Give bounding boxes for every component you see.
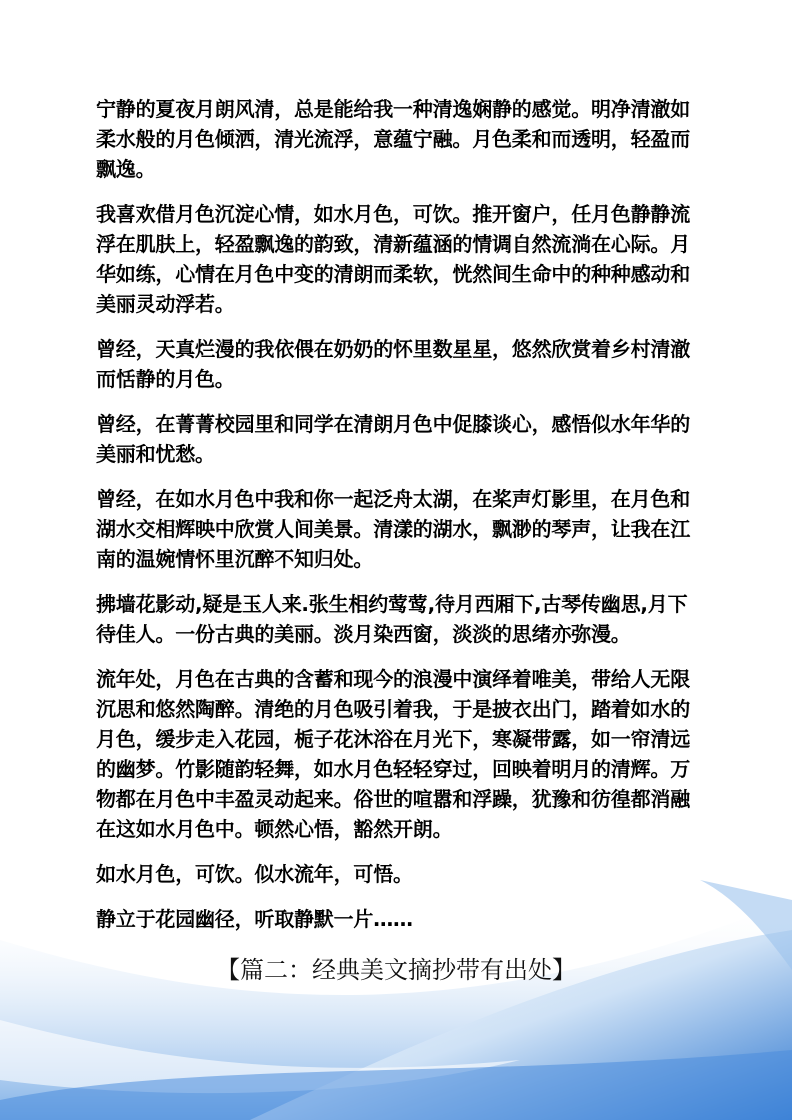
paragraph — [96, 904, 706, 934]
paragraph — [96, 334, 706, 394]
paragraph-line: 拂墙花影动,疑是玉人来.张生相约莺莺,待月西厢下,古琴传幽思,月下 — [96, 592, 688, 616]
paragraph-line: 南的温婉情怀里沉醉不知归处。 — [96, 547, 374, 571]
paragraph-line: 柔水般的月色倾洒，清光流浮，意蕴宁融。月色柔和而透明，轻盈而 — [96, 127, 690, 151]
paragraph — [96, 589, 706, 649]
paragraph-line: 飘逸。 — [96, 157, 156, 181]
paragraph-line: 如水月色，可饮。似水流年，可悟。 — [96, 862, 413, 886]
paragraph-line: 在这如水月色中。顿然心悟，豁然开朗。 — [96, 817, 453, 841]
paragraph-line: 我喜欢借月色沉淀心情，如水月色，可饮。推开窗户，任月色静静流 — [96, 202, 690, 226]
paragraph — [96, 409, 706, 469]
paragraph-line: 美丽灵动浮若。 — [96, 292, 235, 316]
paragraph-line: 曾经，在菁菁校园里和同学在清朗月色中促膝谈心，感悟似水年华的 — [96, 412, 690, 436]
paragraph — [96, 859, 706, 889]
paragraph — [96, 664, 706, 844]
paragraph — [96, 199, 706, 319]
paragraph-line: 宁静的夏夜月朗风清，总是能给我一种清逸娴静的感觉。明净清澈如 — [96, 97, 690, 121]
paragraph — [96, 94, 706, 184]
paragraph-line: 静立于花园幽径，听取静默一片…… — [96, 907, 413, 931]
paragraph-line: 湖水交相辉映中欣赏人间美景。清漾的湖水，飘渺的琴声，让我在江 — [96, 517, 690, 541]
paragraph-line: 美丽和忧愁。 — [96, 442, 215, 466]
paragraph-line: 物都在月色中丰盈灵动起来。俗世的喧嚣和浮躁，犹豫和彷徨都消融 — [96, 787, 690, 811]
paragraph — [96, 484, 706, 574]
paragraph-line: 而恬静的月色。 — [96, 367, 235, 391]
paragraph-line: 流年处，月色在古典的含蓄和现今的浪漫中演绎着唯美，带给人无限 — [96, 667, 690, 691]
paragraph-line: 待佳人。一份古典的美丽。淡月染西窗，淡淡的思绪亦弥漫。 — [96, 622, 631, 646]
section-title: 【篇二：经典美文摘抄带有出处】 — [216, 956, 576, 984]
paragraph-line: 的幽梦。竹影随韵轻舞，如水月色轻轻穿过，回映着明月的清辉。万 — [96, 757, 690, 781]
paragraph-line: 华如练，心情在月色中变的清朗而柔软，恍然间生命中的种种感动和 — [96, 262, 690, 286]
paragraph-line: 曾经，天真烂漫的我依偎在奶奶的怀里数星星，悠然欣赏着乡村清澈 — [96, 337, 690, 361]
paragraph-line: 月色，缓步走入花园，栀子花沐浴在月光下，寒凝带露，如一帘清远 — [96, 727, 690, 751]
paragraph-line: 曾经，在如水月色中我和你一起泛舟太湖，在桨声灯影里，在月色和 — [96, 487, 690, 511]
paragraph-line: 沉思和悠然陶醉。清绝的月色吸引着我，于是披衣出门，踏着如水的 — [96, 697, 690, 721]
article-body — [96, 94, 706, 949]
paragraph-line: 浮在肌肤上，轻盈飘逸的韵致，清新蕴涵的情调自然流淌在心际。月 — [96, 232, 690, 256]
